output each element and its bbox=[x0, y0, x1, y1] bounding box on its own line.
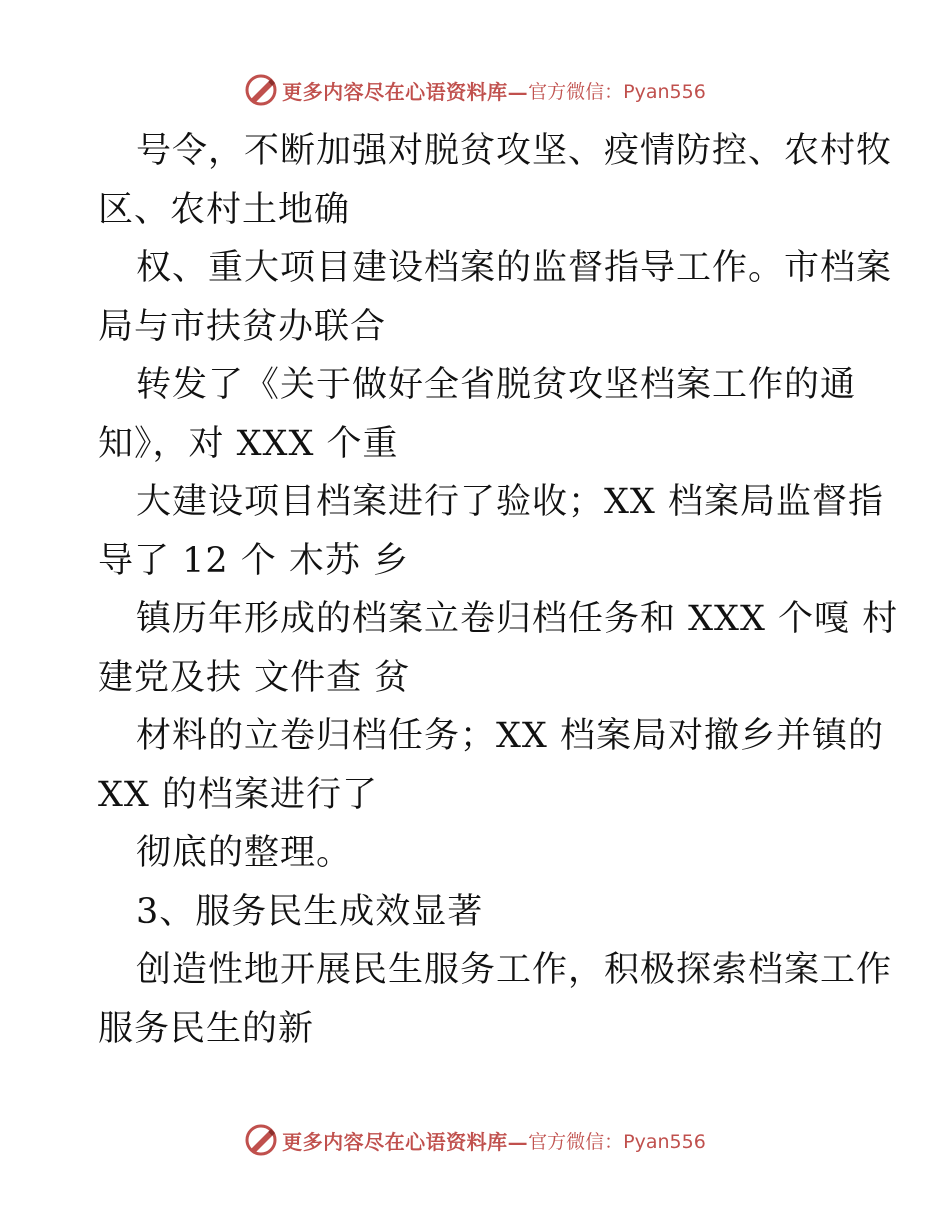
text-line: 材料的立卷归档任务；XX 档案局对撤乡并镇的 bbox=[136, 716, 884, 756]
pen-logo-icon bbox=[244, 1123, 278, 1157]
footer-watermark bbox=[0, 1120, 950, 1160]
text-line: XX 的档案进行了 bbox=[98, 774, 378, 815]
text-line: 建党及扶 文件查 贫 bbox=[98, 657, 411, 698]
watermark-wechat: 官方微信：Pyan556 bbox=[528, 1130, 706, 1153]
text-line: 知》，对 XXX 个重 bbox=[98, 423, 399, 464]
header-watermark bbox=[0, 70, 950, 110]
watermark-text: 更多内容尽在心语资料库— bbox=[282, 1129, 529, 1154]
text-line: 创造性地开展民生服务工作，积极探索档案工作 bbox=[136, 950, 893, 990]
pen-logo-icon bbox=[244, 73, 278, 107]
watermark-text: 更多内容尽在心语资料库— bbox=[282, 79, 529, 104]
text-line: 区、农村土地确 bbox=[98, 189, 351, 230]
watermark-wechat: 官方微信：Pyan556 bbox=[528, 80, 706, 103]
section-heading: 3、服务民生成效显著 bbox=[136, 891, 484, 932]
text-line: 号令，不断加强对脱贫攻坚、疫情防控、农村牧 bbox=[136, 131, 893, 171]
text-line: 权、重大项目建设档案的监督指导工作。市档案 bbox=[136, 248, 893, 288]
text-line: 镇历年形成的档案立卷归档任务和 XXX 个嘎 村 bbox=[136, 599, 899, 639]
text-line: 局与市扶贫办联合 bbox=[98, 306, 387, 347]
text-line: 转发了《关于做好全省脱贫攻坚档案工作的通 bbox=[136, 365, 857, 405]
text-line: 服务民生的新 bbox=[98, 1008, 315, 1049]
text-line: 大建设项目档案进行了验收；XX 档案局监督指 bbox=[136, 482, 884, 522]
text-line: 彻底的整理。 bbox=[136, 833, 353, 873]
text-line: 导了 12 个 木苏 乡 bbox=[98, 540, 410, 581]
document-body bbox=[98, 122, 899, 1058]
